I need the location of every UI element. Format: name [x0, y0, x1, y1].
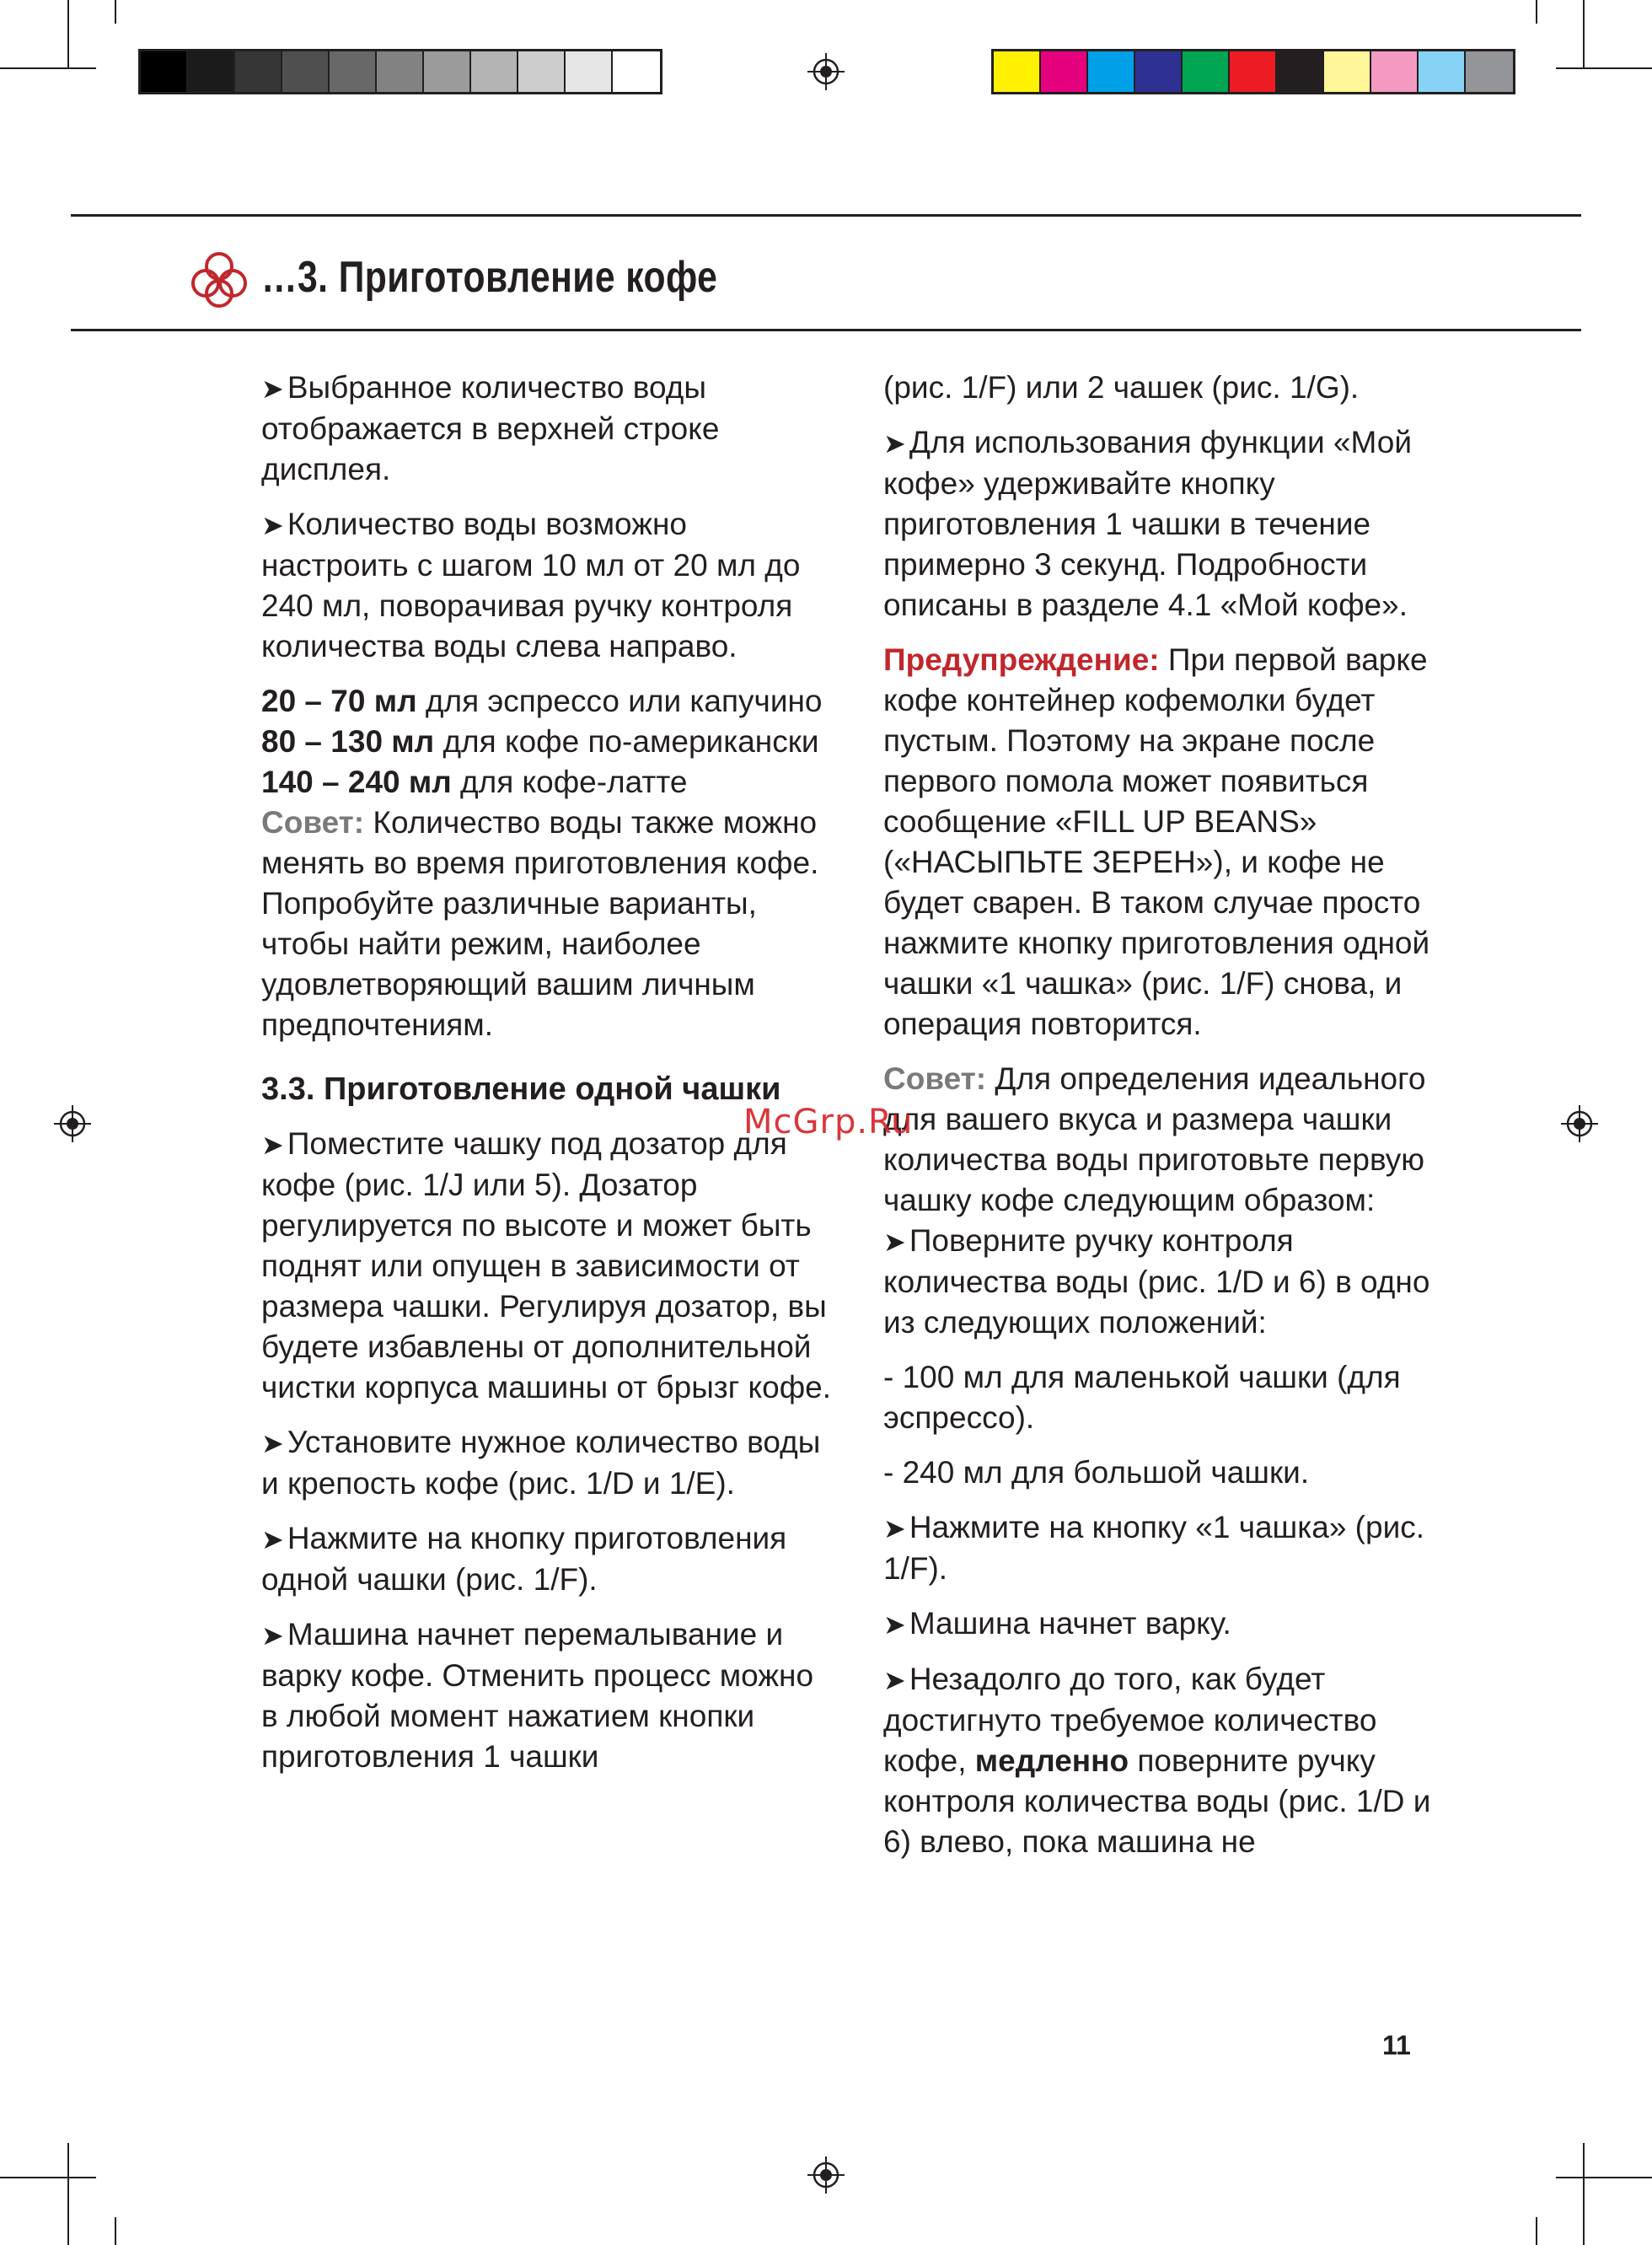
arrow-bullet-icon: ➤ — [883, 1665, 906, 1695]
color-swatch — [282, 51, 330, 92]
crop-mark — [67, 2143, 69, 2245]
crop-mark — [0, 2177, 96, 2178]
crop-mark — [1536, 2217, 1537, 2245]
arrow-bullet-icon: ➤ — [261, 510, 284, 540]
color-swatch — [1324, 51, 1371, 92]
page-number: 11 — [1382, 2030, 1411, 2060]
crop-mark — [115, 0, 116, 24]
color-swatch — [424, 51, 471, 92]
header-bottom-rule — [71, 329, 1581, 331]
paragraph: (рис. 1/F) или 2 чашек (рис. 1/G). — [883, 370, 1360, 405]
range-item: 80 – 130 мл для кофе по-американски — [261, 724, 819, 759]
registration-mark-icon — [54, 1105, 91, 1142]
registration-mark-icon — [1561, 1105, 1598, 1142]
paragraph: ➤ Поверните ручку контроля количества воды (рис. 1/D и 6) в одно из следующих положений: — [883, 1223, 1430, 1340]
color-swatch — [1230, 51, 1277, 92]
grayscale-calibration-strip — [138, 49, 662, 94]
color-swatch — [471, 51, 518, 92]
arrow-bullet-icon: ➤ — [261, 373, 284, 404]
color-swatch — [994, 51, 1041, 92]
paragraph: ➤ Для использования функции «Мой кофе» удерживайте кнопку приготовления 1 чашки в течение примерно 3 секунд. Подробности описаны в разделе 4.1 «Мой кофе». — [883, 425, 1412, 622]
color-swatch — [1419, 51, 1466, 92]
paragraph: ➤ Машина начнет варку. — [883, 1606, 1231, 1641]
color-swatch — [566, 51, 613, 92]
crop-mark — [67, 0, 69, 69]
arrow-bullet-icon: ➤ — [883, 1227, 906, 1257]
color-swatch — [1466, 51, 1513, 92]
watermark: McGrp.Ru — [743, 1103, 914, 1141]
arrow-bullet-icon: ➤ — [883, 428, 906, 459]
header-top-rule — [71, 214, 1581, 217]
color-swatch — [377, 51, 424, 92]
paragraph: ➤ Установите нужное количество воды и крепость кофе (рис. 1/D и 1/E). — [261, 1425, 821, 1501]
section-heading: 3.3. Приготовление одной чашки — [261, 1071, 781, 1107]
warning-paragraph: Предупреждение: При первой варке кофе контейнер кофемолки будет пустым. Поэтому на экране после первого помола может появиться сообщение «FILL UP BEANS» («НАСЫПЬТЕ ЗЕРЕН»), и кофе не будет сварен. В таком случае просто нажмите кнопку приготовления одной чашки «1 чашка» (рис. 1/F) снова, и операция повторится. — [883, 642, 1430, 1041]
range-item: 20 – 70 мл для эспрессо или капучино — [261, 684, 823, 718]
color-swatch — [1041, 51, 1088, 92]
paragraph: ➤ Поместите чашку под дозатор для кофе (рис. 1/J или 5). Дозатор регулируется по высоте и может быть поднят или опущен в зависимости от размера чашки. Регулируя дозатор, вы будете избавлены от дополнительной чистки корпуса машины от брызг кофе. — [261, 1126, 832, 1404]
color-swatch — [235, 51, 282, 92]
paragraph: ➤ Выбранное количество воды отображается в верхней строке дисплея. — [261, 370, 720, 486]
paragraph: ➤ Нажмите на кнопку «1 чашка» (рис. 1/F). — [883, 1510, 1425, 1586]
tip-label: Совет: — [883, 1061, 987, 1096]
crop-mark — [1583, 0, 1585, 69]
color-swatch — [141, 51, 188, 92]
flower-logo-icon — [187, 250, 251, 310]
crop-mark — [115, 2217, 116, 2245]
registration-mark-icon — [807, 53, 845, 90]
paragraph: ➤ Нажмите на кнопку приготовления одной чашки (рис. 1/F). — [261, 1521, 787, 1597]
range-item: 140 – 240 мл для кофе-латте — [261, 765, 688, 799]
arrow-bullet-icon: ➤ — [883, 1609, 906, 1640]
arrow-bullet-icon: ➤ — [261, 1130, 284, 1160]
color-swatch — [330, 51, 377, 92]
tip-label: Совет: — [261, 805, 365, 840]
arrow-bullet-icon: ➤ — [261, 1428, 284, 1458]
crop-mark — [1583, 2143, 1585, 2245]
arrow-bullet-icon: ➤ — [261, 1524, 284, 1555]
tip-paragraph: Совет: Количество воды также можно менять во время приготовления кофе. Попробуйте различные варианты, чтобы найти режим, наиболее удовлетворяющий вашим личным предпочтениям. — [261, 805, 819, 1042]
crop-mark — [1556, 67, 1652, 69]
color-swatch — [1183, 51, 1230, 92]
crop-mark — [0, 67, 96, 69]
registration-mark-icon — [807, 2156, 845, 2194]
arrow-bullet-icon: ➤ — [261, 1620, 284, 1651]
color-swatch — [1135, 51, 1183, 92]
color-swatch — [518, 51, 566, 92]
paragraph: - 100 мл для маленькой чашки (для эспрессо). — [883, 1360, 1401, 1435]
arrow-bullet-icon: ➤ — [883, 1513, 906, 1544]
color-swatch — [1371, 51, 1419, 92]
crop-mark — [1536, 0, 1537, 24]
left-column — [261, 368, 834, 1791]
color-swatch — [1277, 51, 1324, 92]
paragraph: ➤ Незадолго до того, как будет достигнуто требуемое количество кофе, медленно поверните ручку контроля количества воды (рис. 1/D и 6) влево, пока машина не — [883, 1662, 1431, 1859]
color-swatch — [188, 51, 235, 92]
crop-mark — [1556, 2177, 1652, 2178]
warning-label: Предупреждение: — [883, 642, 1160, 677]
color-swatch — [1088, 51, 1135, 92]
color-swatch — [613, 51, 660, 92]
right-column — [883, 368, 1456, 1877]
paragraph: ➤ Машина начнет перемалывание и варку кофе. Отменить процесс можно в любой момент нажатием кнопки приготовления 1 чашки — [261, 1617, 814, 1774]
paragraph: ➤ Количество воды возможно настроить с шагом 10 мл от 20 мл до 240 мл, поворачивая ручку контроля количества воды слева направо. — [261, 507, 801, 663]
tip-paragraph: Совет: Для определения идеального для вашего вкуса и размера чашки количества воды приготовьте первую чашку кофе следующим образом: — [883, 1061, 1426, 1217]
color-calibration-strip — [991, 49, 1515, 94]
paragraph: - 240 мл для большой чашки. — [883, 1455, 1310, 1490]
page-title: …3. Приготовление кофе — [261, 253, 718, 302]
